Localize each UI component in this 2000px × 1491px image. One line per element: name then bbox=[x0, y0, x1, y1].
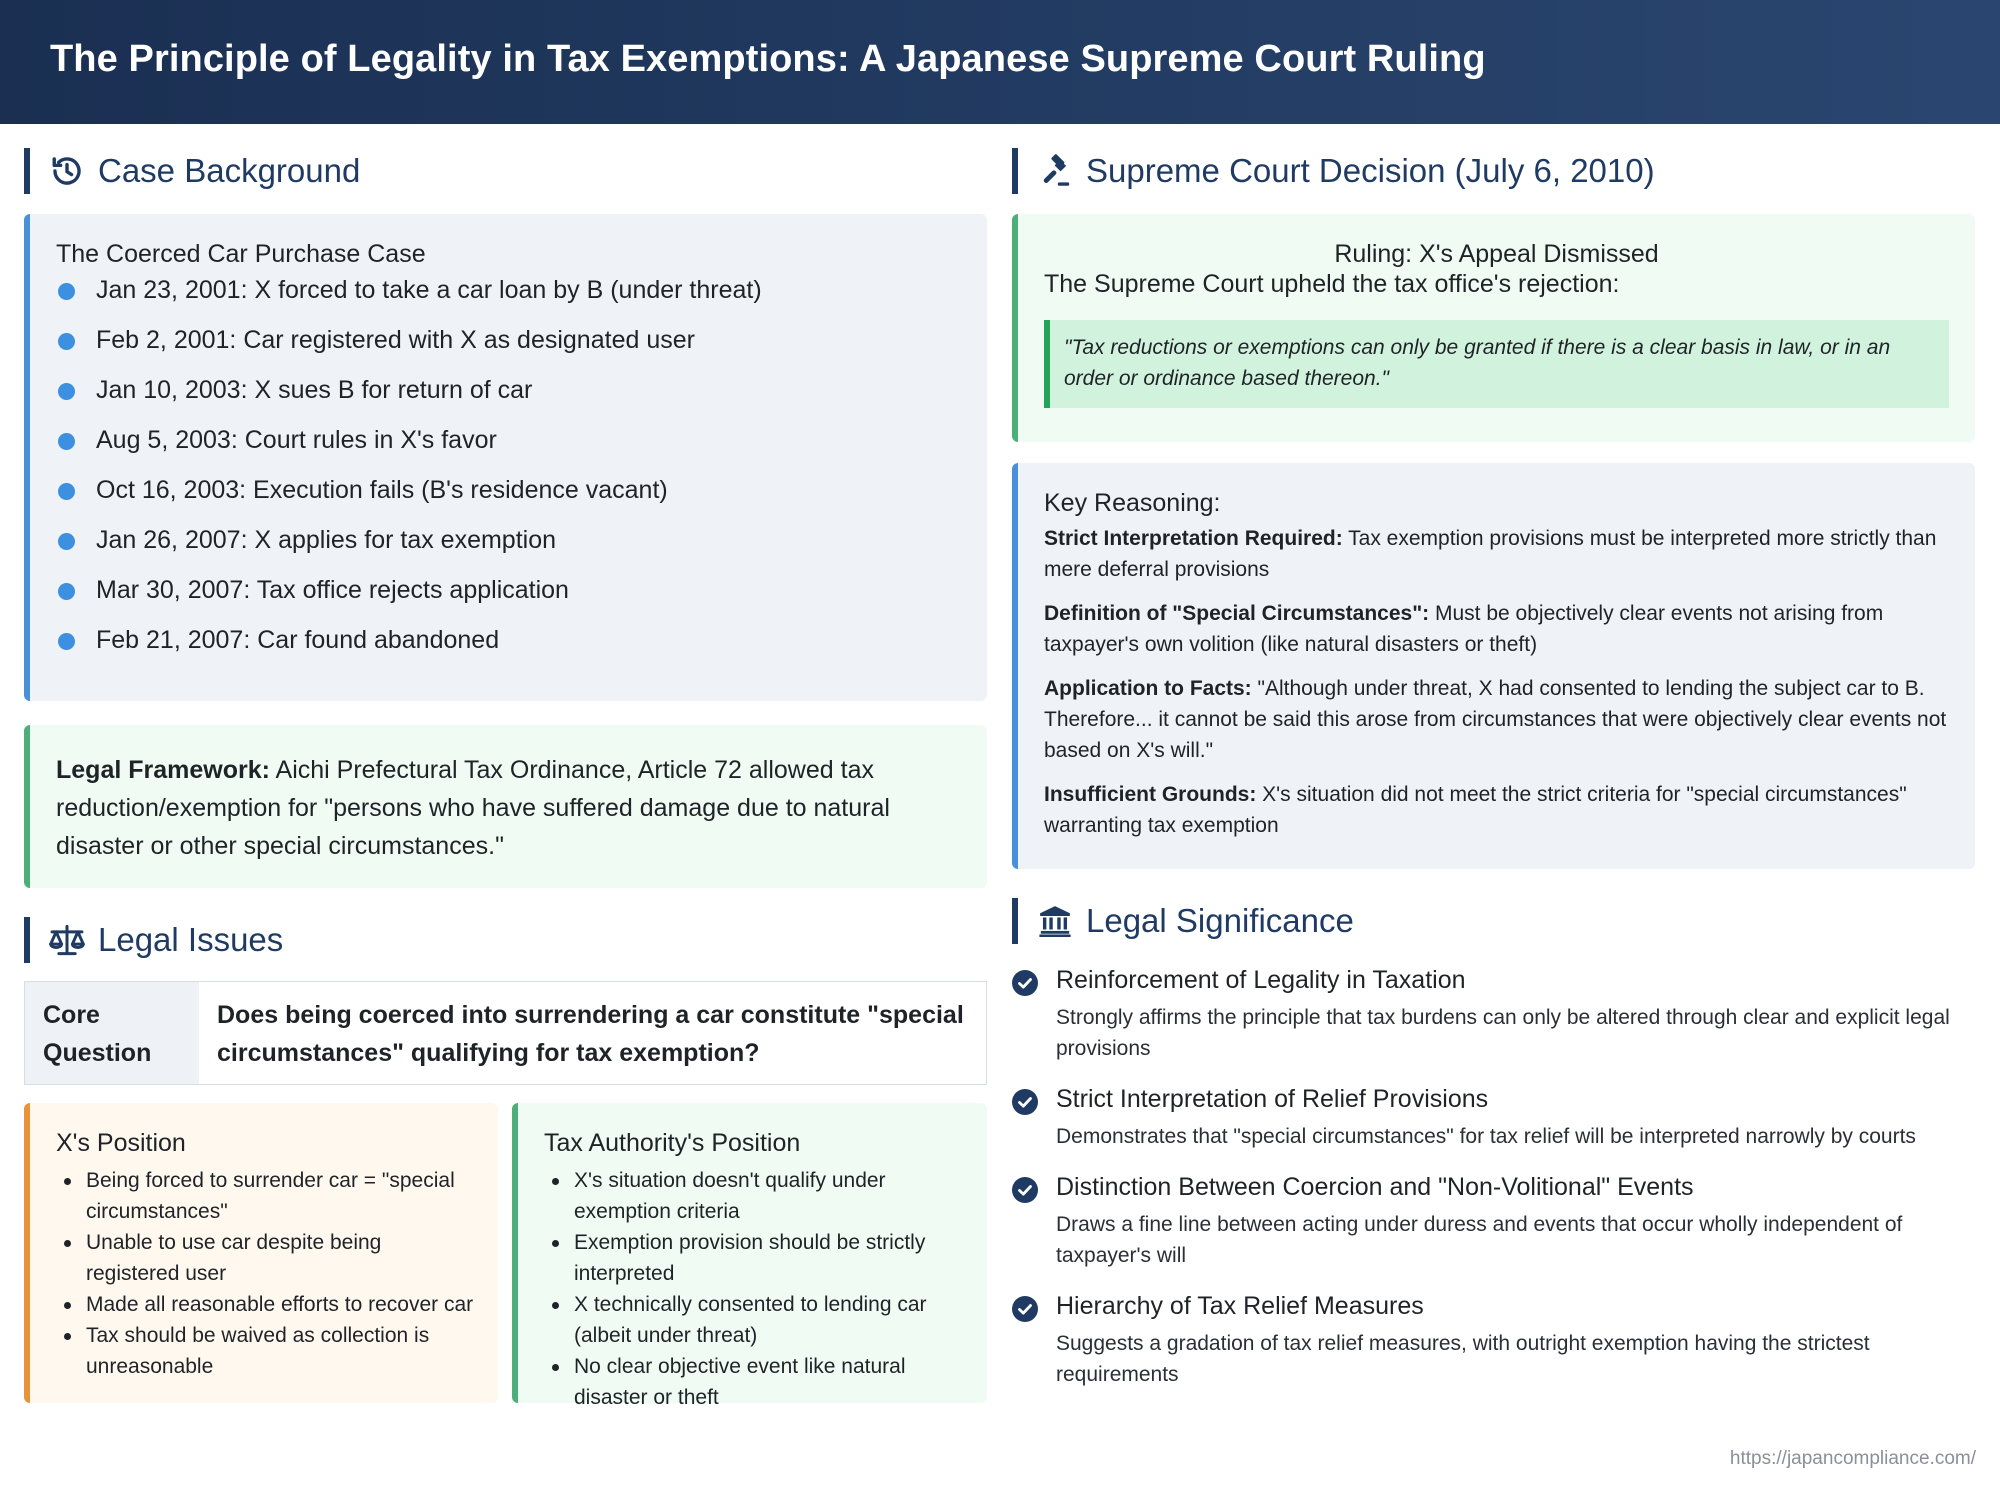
timeline-list bbox=[56, 274, 762, 674]
significance-desc: Demonstrates that "special circumstances" for tax relief will be interpreted narrowly by courts bbox=[1056, 1125, 1916, 1148]
significance-item bbox=[1012, 966, 1975, 1060]
significance-title: Hierarchy of Tax Relief Measures bbox=[1056, 1292, 1424, 1320]
key-reasoning-title: Key Reasoning: bbox=[1044, 489, 1221, 517]
ruling-summary: The Supreme Court upheld the tax office's rejection: bbox=[1044, 270, 1620, 298]
case-title: The Coerced Car Purchase Case bbox=[56, 240, 426, 268]
significance-title: Strict Interpretation of Relief Provisions bbox=[1056, 1085, 1489, 1113]
significance-item bbox=[1012, 1292, 1975, 1386]
list-item: Being forced to surrender car = "special circumstances" bbox=[56, 1165, 476, 1227]
timeline-item: Jan 23, 2001: X forced to take a car loan by B (under threat) bbox=[56, 274, 762, 324]
timeline-item: Mar 30, 2007: Tax office rejects application bbox=[56, 574, 762, 624]
footer-url: https://japancompliance.com/ bbox=[1729, 1448, 1976, 1469]
decision-heading: Supreme Court Decision (July 6, 2010) bbox=[1012, 148, 1655, 194]
timeline-item: Feb 2, 2001: Car registered with X as designated user bbox=[56, 324, 762, 374]
significance-title: Distinction Between Coercion and "Non-Volitional" Events bbox=[1056, 1173, 1694, 1201]
gavel-icon bbox=[1036, 152, 1074, 190]
significance-item bbox=[1012, 1173, 1975, 1267]
timeline-item: Aug 5, 2003: Court rules in X's favor bbox=[56, 424, 762, 474]
core-question-label: Core Question bbox=[25, 982, 199, 1084]
timeline-item: Oct 16, 2003: Execution fails (B's residence vacant) bbox=[56, 474, 762, 524]
case-background-card bbox=[24, 214, 987, 701]
ruling-heading: Ruling: X's Appeal Dismissed bbox=[1334, 240, 1659, 268]
history-icon bbox=[48, 152, 86, 190]
list-item: Tax should be waived as collection is unreasonable bbox=[56, 1320, 476, 1382]
legal-issues-heading: Legal Issues bbox=[24, 917, 283, 963]
significance-title: Reinforcement of Legality in Taxation bbox=[1056, 966, 1466, 994]
reasoning-item: Insufficient Grounds: X's situation did not meet the strict criteria for "special circumstances" warranting tax exemption bbox=[1044, 783, 1907, 837]
key-reasoning-card bbox=[1012, 463, 1975, 869]
reasoning-item: Application to Facts: "Although under threat, X had consented to lending the subject car to B. Therefore... it cannot be said this arose from circumstances that were objectively clear events not based on X's will." bbox=[1044, 677, 1947, 762]
significance-desc: Suggests a gradation of tax relief measures, with outright exemption having the strictest requirements bbox=[1056, 1332, 1870, 1386]
x-position-list bbox=[56, 1165, 476, 1382]
check-circle-icon bbox=[1012, 1177, 1038, 1203]
page-title: The Principle of Legality in Tax Exemptions: A Japanese Supreme Court Ruling bbox=[50, 38, 1486, 80]
court-quote: "Tax reductions or exemptions can only be granted if there is a clear basis in law, or in an order or ordinance based thereon." bbox=[1044, 320, 1949, 408]
legal-framework-card bbox=[24, 725, 987, 888]
timeline-item: Feb 21, 2007: Car found abandoned bbox=[56, 624, 762, 674]
check-circle-icon bbox=[1012, 970, 1038, 996]
landmark-icon bbox=[1036, 902, 1074, 940]
x-position-card bbox=[24, 1103, 498, 1403]
list-item: X technically consented to lending car (albeit under threat) bbox=[544, 1289, 965, 1351]
timeline-item: Jan 10, 2003: X sues B for return of car bbox=[56, 374, 762, 424]
tax-authority-position-title: Tax Authority's Position bbox=[544, 1129, 801, 1157]
list-item: Made all reasonable efforts to recover car bbox=[56, 1289, 476, 1320]
core-question-table bbox=[24, 981, 987, 1085]
list-item: Unable to use car despite being registered user bbox=[56, 1227, 476, 1289]
legal-framework-text: Legal Framework: Aichi Prefectural Tax Ordinance, Article 72 allowed tax reduction/exemption for "persons who have suffered damage due to natural disaster or other special circumstances." bbox=[56, 756, 890, 860]
reasoning-item: Strict Interpretation Required: Tax exemption provisions must be interpreted more strictly than mere deferral provisions bbox=[1044, 527, 1937, 581]
scales-icon bbox=[48, 921, 86, 959]
significance-desc: Strongly affirms the principle that tax burdens can only be altered through clear and explicit legal provisions bbox=[1056, 1006, 1950, 1060]
check-circle-icon bbox=[1012, 1296, 1038, 1322]
legal-significance-heading: Legal Significance bbox=[1012, 898, 1354, 944]
reasoning-item: Definition of "Special Circumstances": Must be objectively clear events not arising from taxpayer's own volition (like natural disasters or theft) bbox=[1044, 602, 1884, 656]
core-question-text: Does being coerced into surrendering a car constitute "special circumstances" qualifying for tax exemption? bbox=[217, 1001, 964, 1067]
significance-desc: Draws a fine line between acting under duress and events that occur wholly independent of taxpayer's will bbox=[1056, 1213, 1903, 1267]
timeline-item: Jan 26, 2007: X applies for tax exemption bbox=[56, 524, 762, 574]
significance-item bbox=[1012, 1085, 1975, 1148]
check-circle-icon bbox=[1012, 1089, 1038, 1115]
tax-authority-position-list bbox=[544, 1165, 965, 1413]
list-item: Exemption provision should be strictly interpreted bbox=[544, 1227, 965, 1289]
list-item: No clear objective event like natural disaster or theft bbox=[544, 1351, 965, 1413]
tax-authority-position-card bbox=[512, 1103, 987, 1409]
x-position-title: X's Position bbox=[56, 1129, 186, 1157]
case-background-heading: Case Background bbox=[24, 148, 360, 194]
list-item: X's situation doesn't qualify under exemption criteria bbox=[544, 1165, 965, 1227]
ruling-card bbox=[1012, 214, 1975, 442]
page-header bbox=[0, 0, 2000, 124]
